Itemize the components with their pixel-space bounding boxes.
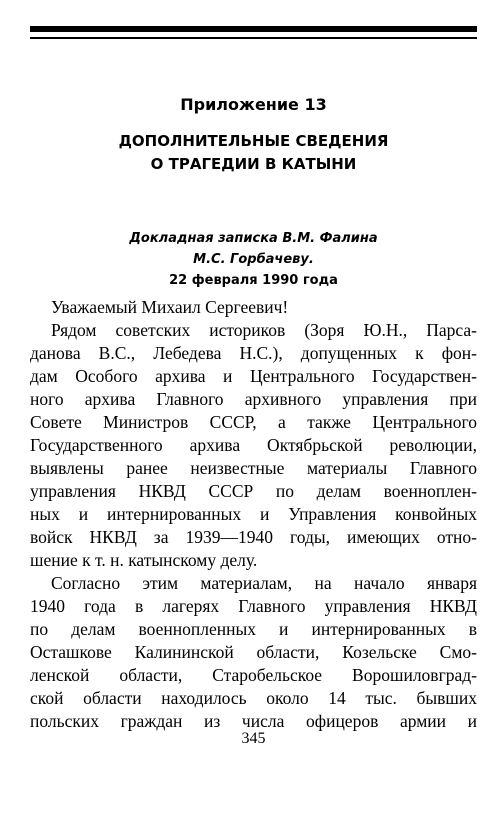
body-line: ской области находилось около 14 тыс. бывших — [30, 688, 477, 708]
body-line: дам Особого архива и Центрального Государствен- — [30, 366, 477, 386]
body-line: ленской области, Старобельское Ворошиловград- — [30, 665, 477, 685]
body-line: управления НКВД СССР по делам военноплен- — [30, 481, 477, 501]
letter-body — [30, 296, 477, 733]
body-line: Согласно этим материалам, на начало января — [51, 573, 477, 593]
body-line: польских граждан из числа офицеров армии и — [30, 711, 477, 731]
appendix-label: Приложение 13 — [180, 95, 327, 114]
body-line: ных и интернированных и Управления конвойных — [30, 504, 477, 524]
page-number: 345 — [241, 730, 266, 747]
document-heading-line-2: М.С. Горбачеву. — [193, 252, 314, 267]
body-line: 1940 года в лагерях Главного управления НКВД — [30, 596, 477, 616]
top-rule-thick — [30, 26, 477, 32]
section-title — [30, 130, 477, 176]
document-heading-line-1: Докладная записка В.М. Фалина — [129, 231, 378, 246]
body-line: выявлены ранее неизвестные материалы Главного — [30, 458, 477, 478]
top-rule-thin — [30, 37, 477, 39]
salutation: Уважаемый Михаил Сергеевич! — [51, 297, 289, 317]
document-date: 22 февраля 1990 года — [169, 273, 338, 288]
body-line: Государственного архива Октябрьской революции, — [30, 435, 477, 455]
body-line: шение к т. н. катынскому делу. — [30, 550, 258, 570]
body-line: данова В.С., Лебедева Н.С.), допущенных к фон- — [30, 343, 477, 363]
body-line: Совете Министров СССР, а также Центрального — [30, 412, 477, 432]
body-line: войск НКВД за 1939—1940 годы, имеющих отно- — [30, 527, 477, 547]
section-title-line-1: ДОПОЛНИТЕЛЬНЫЕ СВЕДЕНИЯ — [118, 132, 389, 150]
body-line: Рядом советских историков (Зоря Ю.Н., Парса- — [51, 320, 477, 340]
body-line: по делам военнопленных и интернированных в — [30, 619, 477, 639]
section-title-line-2: О ТРАГЕДИИ В КАТЫНИ — [150, 155, 357, 173]
body-line: ного архива Главного архивного управления при — [30, 389, 477, 409]
document-heading — [30, 228, 477, 291]
body-line: Осташкове Калининской области, Козельске Смо- — [30, 642, 477, 662]
